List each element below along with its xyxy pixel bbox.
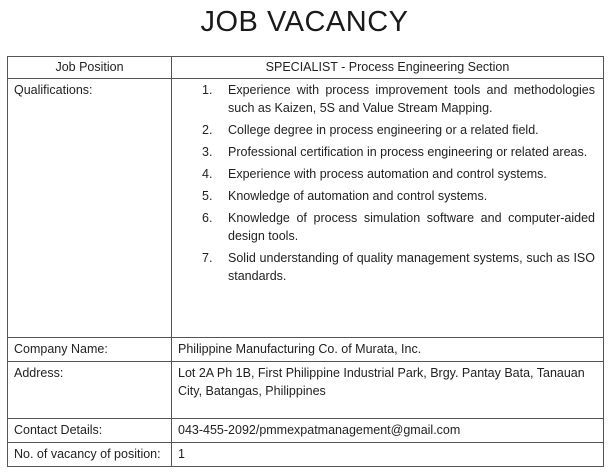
table-row-job-position [8, 57, 604, 79]
qualifications-list [178, 81, 597, 285]
list-item-number: 5. [202, 188, 213, 203]
list-item [202, 165, 597, 183]
list-item [202, 187, 597, 205]
vacancies-label: No. of vacancy of position: [8, 443, 172, 467]
job-position-value: SPECIALIST - Process Engineering Section [172, 57, 604, 79]
list-item-number: 2. [202, 122, 213, 137]
qualifications-label: Qualifications: [8, 78, 172, 337]
contact-value: 043-455-2092/pmmexpatmanagement@gmail.com [172, 419, 604, 443]
list-item [202, 81, 597, 117]
company-label: Company Name: [8, 337, 172, 361]
list-item-text: Professional certification in process engineering or related areas. [228, 144, 588, 159]
list-item [202, 209, 597, 245]
table-row-qualifications [8, 78, 604, 337]
contact-label: Contact Details: [8, 419, 172, 443]
table-row-contact [8, 419, 604, 443]
page-title: JOB VACANCY [200, 6, 409, 38]
list-item-text: Knowledge of process simulation software and computer-aided design tools. [228, 210, 595, 243]
job-position-label: Job Position [8, 57, 172, 79]
list-item-number: 1. [202, 82, 213, 97]
list-item-text: College degree in process engineering or a related field. [228, 122, 539, 137]
address-value: Lot 2A Ph 1B, First Philippine Industrial Park, Brgy. Pantay Bata, Tanauan City, Batangas, Philippines [172, 361, 604, 418]
list-item-number: 6. [202, 210, 213, 225]
list-item-text: Knowledge of automation and control systems. [228, 188, 488, 203]
table-row-company [8, 337, 604, 361]
qualifications-cell [172, 78, 604, 337]
list-item-number: 7. [202, 250, 213, 265]
address-label: Address: [8, 361, 172, 418]
company-value: Philippine Manufacturing Co. of Murata, Inc. [172, 337, 604, 361]
list-item [202, 121, 597, 139]
list-item-text: Experience with process improvement tools and methodologies such as Kaizen, 5S and Value Stream Mapping. [228, 82, 595, 115]
vacancies-value: 1 [172, 443, 604, 467]
list-item [202, 143, 597, 161]
list-item-text: Solid understanding of quality management systems, such as ISO standards. [228, 250, 595, 283]
table-row-vacancies [8, 443, 604, 467]
list-item-text: Experience with process automation and control systems. [228, 166, 547, 181]
list-item-number: 4. [202, 166, 213, 181]
list-item-number: 3. [202, 144, 213, 159]
table-row-address [8, 361, 604, 418]
job-vacancy-table [7, 56, 604, 467]
list-item [202, 249, 597, 285]
